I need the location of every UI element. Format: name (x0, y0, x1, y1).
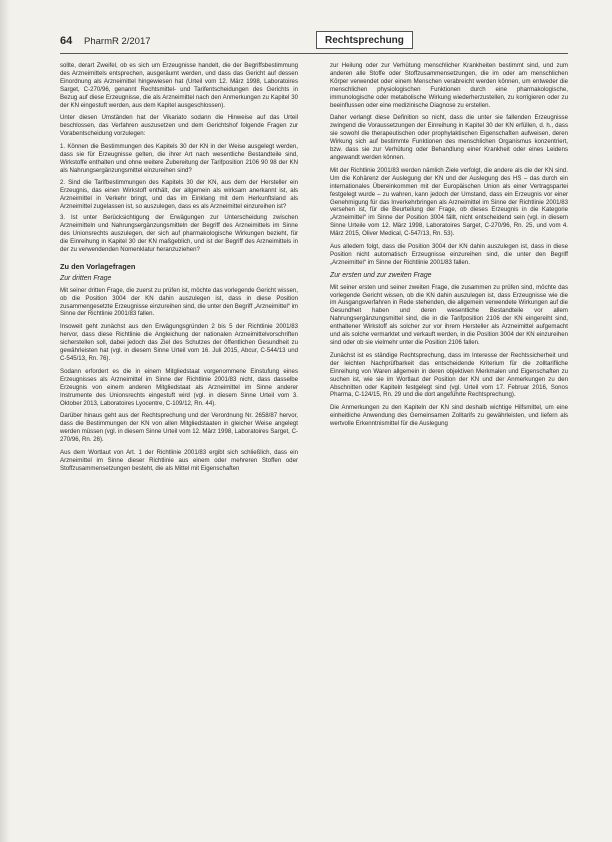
paragraph: Die Anmerkungen zu den Kapiteln der KN sind deshalb wichtige Hilfsmittel, um eine einheitliche Anwendung des Gemeinsamen Zolltarifs zu gewährleisten, und liefern als wertvolle Erkenntnismittel für die Auslegung (330, 404, 568, 428)
numbered-question: 3. Ist unter Berücksichtigung der Erwägungen zur Unterscheidung zwischen Arzneimitteln und Nahrungsergänzungsmitteln der Begriff des Arzneimittels im Sinne des Unionsrechts auszulegen, der sich auf pharmakologische Wirkungen bezieht, für die Einreihung in Kapitel 30 der KN maßgeblich, und ist der Begriff des Arzneimittels in der zu verwendenden Nomenklatur heranzuziehen? (60, 214, 298, 254)
right-text-column (330, 62, 568, 433)
paragraph: Aus dem Wortlaut von Art. 1 der Richtlinie 2001/83 ergibt sich schließlich, dass ein Arzneimittel im Sinne dieser Richtlinie aus einem oder mehreren Stoffen oder Stoffzusammensetzungen besteht, die als Mittel mit Eigenschaften (60, 449, 298, 472)
paragraph: Sodann erfordert es die in einem Mitgliedstaat vorgenommene Einstufung eines Erzeugnisses als Arzneimittel im Sinne der Richtlinie 2001/83 nicht, dass dasselbe Erzeugnis von einem anderen Mitgliedstaat als Arzneimittel im Sinne anderer Instrumente des Unionsrechts eingestuft wird (vgl. in diesem Sinne Urteil vom 3. Oktober 2013, Laboratoires Lyocentre, C-109/12, Rn. 44). (60, 367, 298, 407)
page-header (60, 33, 568, 54)
paragraph: Daher verlangt diese Definition so nicht, dass die unter sie fallenden Erzeugnisse zwingend die Voraussetzungen der Einreihung in Kapitel 30 der KN erfüllen, d. h., dass sie sowohl die therapeutischen oder prophylaktischen Eigenschaften aufweisen, deren Wirkung sich auf bestimmte Funktionen des menschlichen Organismus konzentriert, bzw. dass sie zur Verhütung oder Behandlung einer Krankheit oder eines Leidens angewandt werden können. (330, 114, 568, 161)
subsection-heading: Zur ersten und zur zweiten Frage (330, 271, 432, 279)
section-title: Rechtsprechung (316, 31, 413, 49)
paragraph: Darüber hinaus geht aus der Rechtsprechung und der Verordnung Nr. 2658/87 hervor, dass die Bestimmungen der KN von allen Mitgliedstaaten in gleicher Weise angelegt werden müssen (vgl. in diesem Sinne Urteil vom 12. März 1998, Laboratoires Sarget, C-270/96, Rn. 26). (60, 412, 298, 444)
paragraph: sollte, derart Zweifel, ob es sich um Erzeugnisse handelt, die der Begriffsbestimmung des Arzneimittels entsprechen, ausgeräumt werden, und dass das Gericht auf dessen Einordnung als Arzneimittel hingewiesen hat (Urteil vom 12. März 1998, Laboratoires Sarget, C-270/96, genannt Rechtsmittel- und Tarifentscheidungen des Gerichts in Bezug auf diese Erzeugnisse, die als Arzneimittel nach den Anmerkungen zu Kapitel 30 der KN eingestuft werden, aus dem Kapitel ausgeschlossen). (60, 62, 298, 109)
paragraph: Mit seiner dritten Frage, die zuerst zu prüfen ist, möchte das vorlegende Gericht wissen, ob die Position 3004 der KN dahin auszulegen ist, dass in diese Position zusammengesetzte Erzeugnisse einzureihen sind, die unter den Begriff „Arzneimittel“ im Sinne der Richtlinie 2001/83 fallen. (60, 286, 298, 318)
paragraph: Insoweit geht zunächst aus den Erwägungsgründen 2 bis 5 der Richtlinie 2001/83 hervor, dass diese Richtlinie die Angleichung der nationalen Arzneimittelvorschriften sicherstellen soll, dabei jedoch das Ziel des Schutzes der öffentlichen Gesundheit zu gewährleisten hat (vgl. in diesem Sinne Urteil vom 16. Juli 2015, Abcur, C-544/13 und C-545/13, Rn. 76). (60, 323, 298, 362)
section-heading: Zu den Vorlagefragen (60, 261, 136, 271)
left-text-column (60, 62, 298, 478)
subsection-heading: Zur dritten Frage (60, 274, 112, 282)
paragraph: Unter diesen Umständen hat der Vikariato sodann die Hinweise auf das Urteil beschlossen, das Verfahren auszusetzen und dem Gerichtshof folgende Fragen zur Vorabentscheidung vorzulegen: (60, 114, 298, 138)
paragraph: Zunächst ist es ständige Rechtsprechung, dass im Interesse der Rechtssicherheit und der leichten Nachprüfbarkeit das entscheidende Kriterium für die zolltarifliche Einreihung von Waren allgemein in deren objektiven Merkmalen und Eigenschaften zu suchen ist, wie sie im Wortlaut der Position der KN und der Anmerkungen zu den Abschnitten oder Kapiteln festgelegt sind (vgl. Urteil vom 17. Februar 2016, Sonos Pharma, C-124/15, Rn. 29 und die dort angeführte Rechtsprechung). (330, 351, 568, 399)
paragraph: Mit seiner ersten und seiner zweiten Frage, die zusammen zu prüfen sind, möchte das vorlegende Gericht wissen, ob die KN dahin auszulegen ist, dass Erzeugnisse wie die im Ausgangsverfahren in Rede stehenden, die allgemein verwendete Wirkungen auf die Gesundheit haben und deren wesentliche Bestandteile vor allem Nahrungsergänzungsmittel sind, die in die Tarifposition 2106 der KN eingereiht sind, enthaltener Wirkstoff als solcher zur vor ihrem Hersteller als Arzneimittel aufgemacht und als solche vermarktet und verkauft werden, in die Position 3004 der KN einzureihen sind oder ob sie vielmehr unter die Position 2106 fallen. (330, 283, 568, 346)
numbered-question: 1. Können die Bestimmungen des Kapitels 30 der KN in der Weise ausgelegt werden, dass sie für Erzeugnisse gelten, die ihrer Art nach wesentliche Bestandteile sind, Wirkstoffe enthalten und ohne weitere Zubereitung der Tarifposition 2106 90 98 der KN als Nahrungsergänzungsmittel einzureihen sind? (60, 143, 298, 174)
page-binding-shadow (0, 0, 10, 842)
numbered-question: 2. Sind die Tarifbestimmungen des Kapitels 30 der KN, aus dem der Hersteller ein Erzeugnis, das einen Wirkstoff enthält, der allgemein als wirksam anerkannt ist, als Arzneimittel in Verkehr bringt, und das im Einklang mit dem Herkunftsland als Arzneimittel zugelassen ist, so auszulegen, dass es als Arzneimittel einzureihen ist? (60, 178, 298, 210)
journal-title: PharmR 2/2017 (84, 36, 151, 47)
paragraph: zur Heilung oder zur Verhütung menschlicher Krankheiten bestimmt sind, und zum anderen alle Stoffe oder Stoffzusammensetzungen, die im oder am menschlichen Körper verwendet oder einem Menschen verabreicht werden können, um entweder die menschlichen physiologischen Funktionen durch eine pharmakologische, immunologische oder metabolische Wirkung wiederherzustellen, zu korrigieren oder zu beeinflussen oder eine medizinische Diagnose zu erstellen. (330, 62, 568, 109)
paragraph: Aus alledem folgt, dass die Position 3004 der KN dahin auszulegen ist, dass in diese Position nicht automatisch Erzeugnisse einzureihen sind, die unter den Begriff „Arzneimittel“ im Sinne der Richtlinie 2001/83 fallen. (330, 243, 568, 266)
paragraph: Mit der Richtlinie 2001/83 werden nämlich Ziele verfolgt, die andere als die der KN sind. Um die Kohärenz der Auslegung der KN und der Auslegung des HS – das durch ein internationales Übereinkommen mit der Europäischen Union als einer Vertragspartei festgelegt wurde – zu wahren, kann jedoch der Umstand, dass ein Erzeugnis vor einer Genehmigung für das Inverkehrbringen als Arzneimittel im Sinne der Richtlinie 2001/83 versehen ist, für die Beurteilung der Frage, ob dieses Erzeugnis in die Kategorie „Arzneimittel“ im Sinne der Position 3004 fällt, nicht entscheidend sein (vgl. in diesem Sinne Urteile vom 12. März 1998, Laboratoires Sarget, C-270/96, Rn. 25, und vom 4. März 2015, Oliver Medical, C-547/13, Rn. 53). (330, 166, 568, 238)
page-number: 64 (60, 35, 73, 47)
